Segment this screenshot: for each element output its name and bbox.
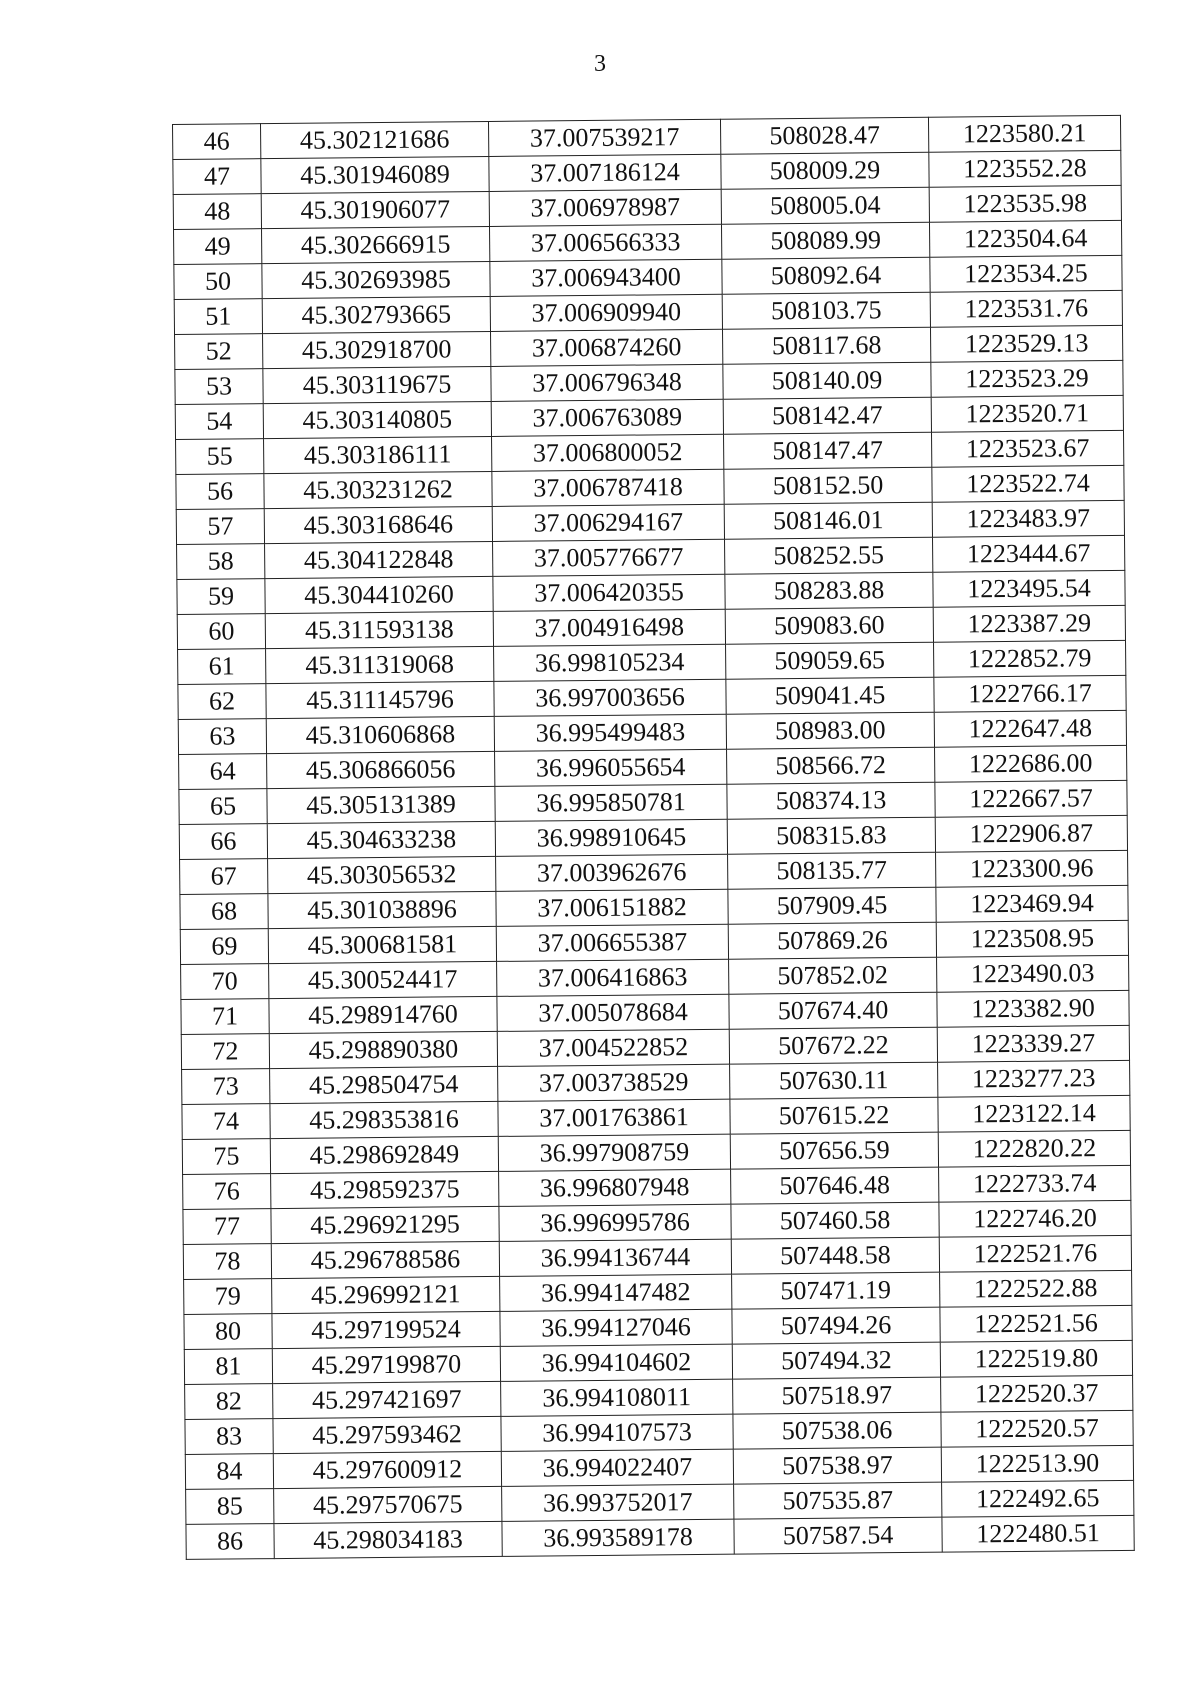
longitude-cell: 36.998105234 [494, 644, 726, 681]
x-coordinate-cell: 507672.22 [729, 1027, 937, 1064]
longitude-cell: 36.994127046 [500, 1309, 732, 1346]
y-coordinate-cell: 1223522.74 [932, 465, 1124, 502]
y-coordinate-cell: 1223339.27 [937, 1025, 1129, 1062]
x-coordinate-cell: 508983.00 [726, 712, 934, 749]
longitude-cell: 36.997003656 [494, 679, 726, 716]
x-coordinate-cell: 508283.88 [725, 572, 933, 609]
x-coordinate-cell: 507630.11 [730, 1062, 938, 1099]
x-coordinate-cell: 508005.04 [721, 187, 929, 224]
point-number-cell: 49 [174, 229, 262, 265]
point-number-cell: 67 [180, 859, 268, 895]
y-coordinate-cell: 1222906.87 [935, 815, 1127, 852]
x-coordinate-cell: 508315.83 [727, 817, 935, 854]
latitude-cell: 45.304633238 [267, 821, 495, 858]
y-coordinate-cell: 1223534.25 [930, 255, 1122, 292]
x-coordinate-cell: 507538.97 [733, 1447, 941, 1484]
y-coordinate-cell: 1222820.22 [938, 1130, 1130, 1167]
x-coordinate-cell: 507615.22 [730, 1097, 938, 1134]
y-coordinate-cell: 1222521.76 [939, 1235, 1131, 1272]
coordinates-table-body [173, 115, 1135, 1559]
x-coordinate-cell: 507674.40 [729, 992, 937, 1029]
y-coordinate-cell: 1223469.94 [936, 885, 1128, 922]
y-coordinate-cell: 1222522.88 [940, 1270, 1132, 1307]
latitude-cell: 45.297593462 [273, 1416, 501, 1453]
latitude-cell: 45.302121686 [261, 121, 489, 158]
point-number-cell: 52 [175, 334, 263, 370]
x-coordinate-cell: 508147.47 [724, 432, 932, 469]
longitude-cell: 37.007539217 [488, 119, 720, 156]
latitude-cell: 45.297199870 [272, 1346, 500, 1383]
y-coordinate-cell: 1223300.96 [936, 850, 1128, 887]
longitude-cell: 37.003738529 [498, 1064, 730, 1101]
point-number-cell: 47 [173, 159, 261, 195]
point-number-cell: 69 [180, 929, 268, 965]
longitude-cell: 37.005776677 [493, 539, 725, 576]
x-coordinate-cell: 507646.48 [731, 1167, 939, 1204]
y-coordinate-cell: 1222480.51 [942, 1515, 1134, 1552]
longitude-cell: 37.006787418 [492, 469, 724, 506]
point-number-cell: 81 [184, 1349, 272, 1385]
x-coordinate-cell: 508566.72 [727, 747, 935, 784]
point-number-cell: 74 [182, 1104, 270, 1140]
longitude-cell: 37.006294167 [492, 504, 724, 541]
longitude-cell: 36.996995786 [499, 1204, 731, 1241]
point-number-cell: 71 [181, 999, 269, 1035]
latitude-cell: 45.305131389 [267, 786, 495, 823]
latitude-cell: 45.310606868 [266, 716, 494, 753]
x-coordinate-cell: 508028.47 [720, 117, 928, 154]
point-number-cell: 51 [174, 299, 262, 335]
point-number-cell: 76 [183, 1174, 271, 1210]
coordinates-table [172, 115, 1135, 1560]
latitude-cell: 45.302793665 [262, 296, 490, 333]
point-number-cell: 53 [175, 369, 263, 405]
point-number-cell: 68 [180, 894, 268, 930]
longitude-cell: 37.006151882 [496, 889, 728, 926]
latitude-cell: 45.302918700 [263, 331, 491, 368]
y-coordinate-cell: 1223531.76 [930, 290, 1122, 327]
point-number-cell: 46 [173, 124, 261, 160]
latitude-cell: 45.297570675 [274, 1486, 502, 1523]
latitude-cell: 45.298914760 [269, 996, 497, 1033]
x-coordinate-cell: 507852.02 [729, 957, 937, 994]
longitude-cell: 36.997908759 [498, 1134, 730, 1171]
longitude-cell: 36.994136744 [499, 1239, 731, 1276]
y-coordinate-cell: 1223382.90 [937, 990, 1129, 1027]
x-coordinate-cell: 508009.29 [721, 152, 929, 189]
x-coordinate-cell: 507909.45 [728, 887, 936, 924]
longitude-cell: 37.006416863 [497, 959, 729, 996]
y-coordinate-cell: 1222520.57 [941, 1410, 1133, 1447]
latitude-cell: 45.301038896 [268, 891, 496, 928]
point-number-cell: 75 [182, 1139, 270, 1175]
x-coordinate-cell: 507494.26 [732, 1307, 940, 1344]
longitude-cell: 36.996055654 [495, 749, 727, 786]
y-coordinate-cell: 1223535.98 [929, 185, 1121, 222]
y-coordinate-cell: 1223483.97 [932, 500, 1124, 537]
longitude-cell: 36.995499483 [494, 714, 726, 751]
latitude-cell: 45.298353816 [270, 1101, 498, 1138]
latitude-cell: 45.303056532 [268, 856, 496, 893]
point-number-cell: 80 [184, 1314, 272, 1350]
latitude-cell: 45.296788586 [271, 1241, 499, 1278]
latitude-cell: 45.301906077 [261, 191, 489, 228]
latitude-cell: 45.300524417 [269, 961, 497, 998]
y-coordinate-cell: 1223552.28 [929, 150, 1121, 187]
longitude-cell: 36.994104602 [500, 1344, 732, 1381]
longitude-cell: 37.003962676 [496, 854, 728, 891]
x-coordinate-cell: 507656.59 [730, 1132, 938, 1169]
longitude-cell: 37.006420355 [493, 574, 725, 611]
latitude-cell: 45.304122848 [265, 541, 493, 578]
point-number-cell: 79 [184, 1279, 272, 1315]
longitude-cell: 37.006796348 [491, 364, 723, 401]
longitude-cell: 37.001763861 [498, 1099, 730, 1136]
latitude-cell: 45.311319068 [266, 646, 494, 683]
point-number-cell: 73 [182, 1069, 270, 1105]
y-coordinate-cell: 1222766.17 [934, 675, 1126, 712]
x-coordinate-cell: 507460.58 [731, 1202, 939, 1239]
x-coordinate-cell: 507471.19 [732, 1272, 940, 1309]
longitude-cell: 37.006655387 [496, 924, 728, 961]
latitude-cell: 45.303140805 [263, 401, 491, 438]
x-coordinate-cell: 507535.87 [734, 1482, 942, 1519]
latitude-cell: 45.297421697 [273, 1381, 501, 1418]
latitude-cell: 45.302666915 [262, 226, 490, 263]
y-coordinate-cell: 1223495.54 [933, 570, 1125, 607]
longitude-cell: 36.998910645 [495, 819, 727, 856]
longitude-cell: 37.006909940 [490, 294, 722, 331]
latitude-cell: 45.298890380 [269, 1031, 497, 1068]
y-coordinate-cell: 1223520.71 [931, 395, 1123, 432]
point-number-cell: 55 [176, 439, 264, 475]
x-coordinate-cell: 508152.50 [724, 467, 932, 504]
x-coordinate-cell: 508135.77 [728, 852, 936, 889]
y-coordinate-cell: 1222667.57 [935, 780, 1127, 817]
point-number-cell: 84 [185, 1454, 273, 1490]
y-coordinate-cell: 1223580.21 [928, 115, 1120, 152]
latitude-cell: 45.311145796 [266, 681, 494, 718]
y-coordinate-cell: 1222647.48 [934, 710, 1126, 747]
x-coordinate-cell: 508140.09 [723, 362, 931, 399]
longitude-cell: 36.993589178 [502, 1519, 734, 1556]
y-coordinate-cell: 1222513.90 [941, 1445, 1133, 1482]
latitude-cell: 45.298692849 [270, 1136, 498, 1173]
latitude-cell: 45.304410260 [265, 576, 493, 613]
longitude-cell: 37.006800052 [492, 434, 724, 471]
longitude-cell: 36.995850781 [495, 784, 727, 821]
x-coordinate-cell: 508103.75 [722, 292, 930, 329]
y-coordinate-cell: 1222520.37 [941, 1375, 1133, 1412]
point-number-cell: 66 [179, 824, 267, 860]
latitude-cell: 45.303231262 [264, 471, 492, 508]
latitude-cell: 45.303119675 [263, 366, 491, 403]
x-coordinate-cell: 507538.06 [733, 1412, 941, 1449]
x-coordinate-cell: 508146.01 [724, 502, 932, 539]
longitude-cell: 36.994147482 [500, 1274, 732, 1311]
point-number-cell: 48 [173, 194, 261, 230]
longitude-cell: 37.005078684 [497, 994, 729, 1031]
latitude-cell: 45.296921295 [271, 1206, 499, 1243]
latitude-cell: 45.302693985 [262, 261, 490, 298]
point-number-cell: 64 [179, 754, 267, 790]
longitude-cell: 36.993752017 [502, 1484, 734, 1521]
latitude-cell: 45.306866056 [267, 751, 495, 788]
y-coordinate-cell: 1222519.80 [940, 1340, 1132, 1377]
longitude-cell: 37.004916498 [493, 609, 725, 646]
y-coordinate-cell: 1222686.00 [935, 745, 1127, 782]
x-coordinate-cell: 507448.58 [731, 1237, 939, 1274]
point-number-cell: 54 [175, 404, 263, 440]
longitude-cell: 37.007186124 [489, 154, 721, 191]
point-number-cell: 62 [178, 684, 266, 720]
y-coordinate-cell: 1223444.67 [933, 535, 1125, 572]
y-coordinate-cell: 1223387.29 [933, 605, 1125, 642]
x-coordinate-cell: 507587.54 [734, 1517, 942, 1554]
y-coordinate-cell: 1223523.67 [931, 430, 1123, 467]
longitude-cell: 37.006566333 [489, 224, 721, 261]
point-number-cell: 78 [183, 1244, 271, 1280]
y-coordinate-cell: 1222492.65 [942, 1480, 1134, 1517]
x-coordinate-cell: 507494.32 [732, 1342, 940, 1379]
latitude-cell: 45.298034183 [274, 1521, 502, 1558]
y-coordinate-cell: 1223504.64 [929, 220, 1121, 257]
latitude-cell: 45.301946089 [261, 156, 489, 193]
longitude-cell: 36.994108011 [501, 1379, 733, 1416]
latitude-cell: 45.297199524 [272, 1311, 500, 1348]
longitude-cell: 37.006943400 [490, 259, 722, 296]
x-coordinate-cell: 508089.99 [721, 222, 929, 259]
y-coordinate-cell: 1223122.14 [938, 1095, 1130, 1132]
point-number-cell: 83 [185, 1419, 273, 1455]
x-coordinate-cell: 508142.47 [723, 397, 931, 434]
longitude-cell: 37.006978987 [489, 189, 721, 226]
y-coordinate-cell: 1223277.23 [938, 1060, 1130, 1097]
point-number-cell: 77 [183, 1209, 271, 1245]
point-number-cell: 85 [186, 1489, 274, 1525]
x-coordinate-cell: 509059.65 [726, 642, 934, 679]
latitude-cell: 45.303186111 [264, 436, 492, 473]
latitude-cell: 45.303168646 [264, 506, 492, 543]
y-coordinate-cell: 1222521.56 [940, 1305, 1132, 1342]
latitude-cell: 45.298504754 [270, 1066, 498, 1103]
x-coordinate-cell: 508117.68 [722, 327, 930, 364]
point-number-cell: 82 [185, 1384, 273, 1420]
page-number: 3 [594, 51, 606, 77]
point-number-cell: 60 [177, 614, 265, 650]
point-number-cell: 63 [178, 719, 266, 755]
y-coordinate-cell: 1223529.13 [930, 325, 1122, 362]
latitude-cell: 45.298592375 [271, 1171, 499, 1208]
y-coordinate-cell: 1222852.79 [934, 640, 1126, 677]
longitude-cell: 36.994107573 [501, 1414, 733, 1451]
x-coordinate-cell: 509083.60 [725, 607, 933, 644]
x-coordinate-cell: 508092.64 [722, 257, 930, 294]
point-number-cell: 56 [176, 474, 264, 510]
point-number-cell: 65 [179, 789, 267, 825]
y-coordinate-cell: 1222733.74 [939, 1165, 1131, 1202]
longitude-cell: 36.996807948 [499, 1169, 731, 1206]
latitude-cell: 45.311593138 [265, 611, 493, 648]
point-number-cell: 50 [174, 264, 262, 300]
y-coordinate-cell: 1223523.29 [931, 360, 1123, 397]
y-coordinate-cell: 1223490.03 [937, 955, 1129, 992]
point-number-cell: 61 [178, 649, 266, 685]
latitude-cell: 45.297600912 [273, 1451, 501, 1488]
point-number-cell: 70 [181, 964, 269, 1000]
point-number-cell: 86 [186, 1524, 274, 1560]
y-coordinate-cell: 1222746.20 [939, 1200, 1131, 1237]
x-coordinate-cell: 507869.26 [728, 922, 936, 959]
point-number-cell: 58 [177, 544, 265, 580]
longitude-cell: 36.994022407 [501, 1449, 733, 1486]
longitude-cell: 37.006763089 [491, 399, 723, 436]
x-coordinate-cell: 507518.97 [733, 1377, 941, 1414]
longitude-cell: 37.004522852 [497, 1029, 729, 1066]
point-number-cell: 59 [177, 579, 265, 615]
latitude-cell: 45.296992121 [272, 1276, 500, 1313]
latitude-cell: 45.300681581 [268, 926, 496, 963]
point-number-cell: 72 [181, 1034, 269, 1070]
x-coordinate-cell: 508252.55 [725, 537, 933, 574]
x-coordinate-cell: 509041.45 [726, 677, 934, 714]
x-coordinate-cell: 508374.13 [727, 782, 935, 819]
y-coordinate-cell: 1223508.95 [936, 920, 1128, 957]
point-number-cell: 57 [176, 509, 264, 545]
longitude-cell: 37.006874260 [491, 329, 723, 366]
